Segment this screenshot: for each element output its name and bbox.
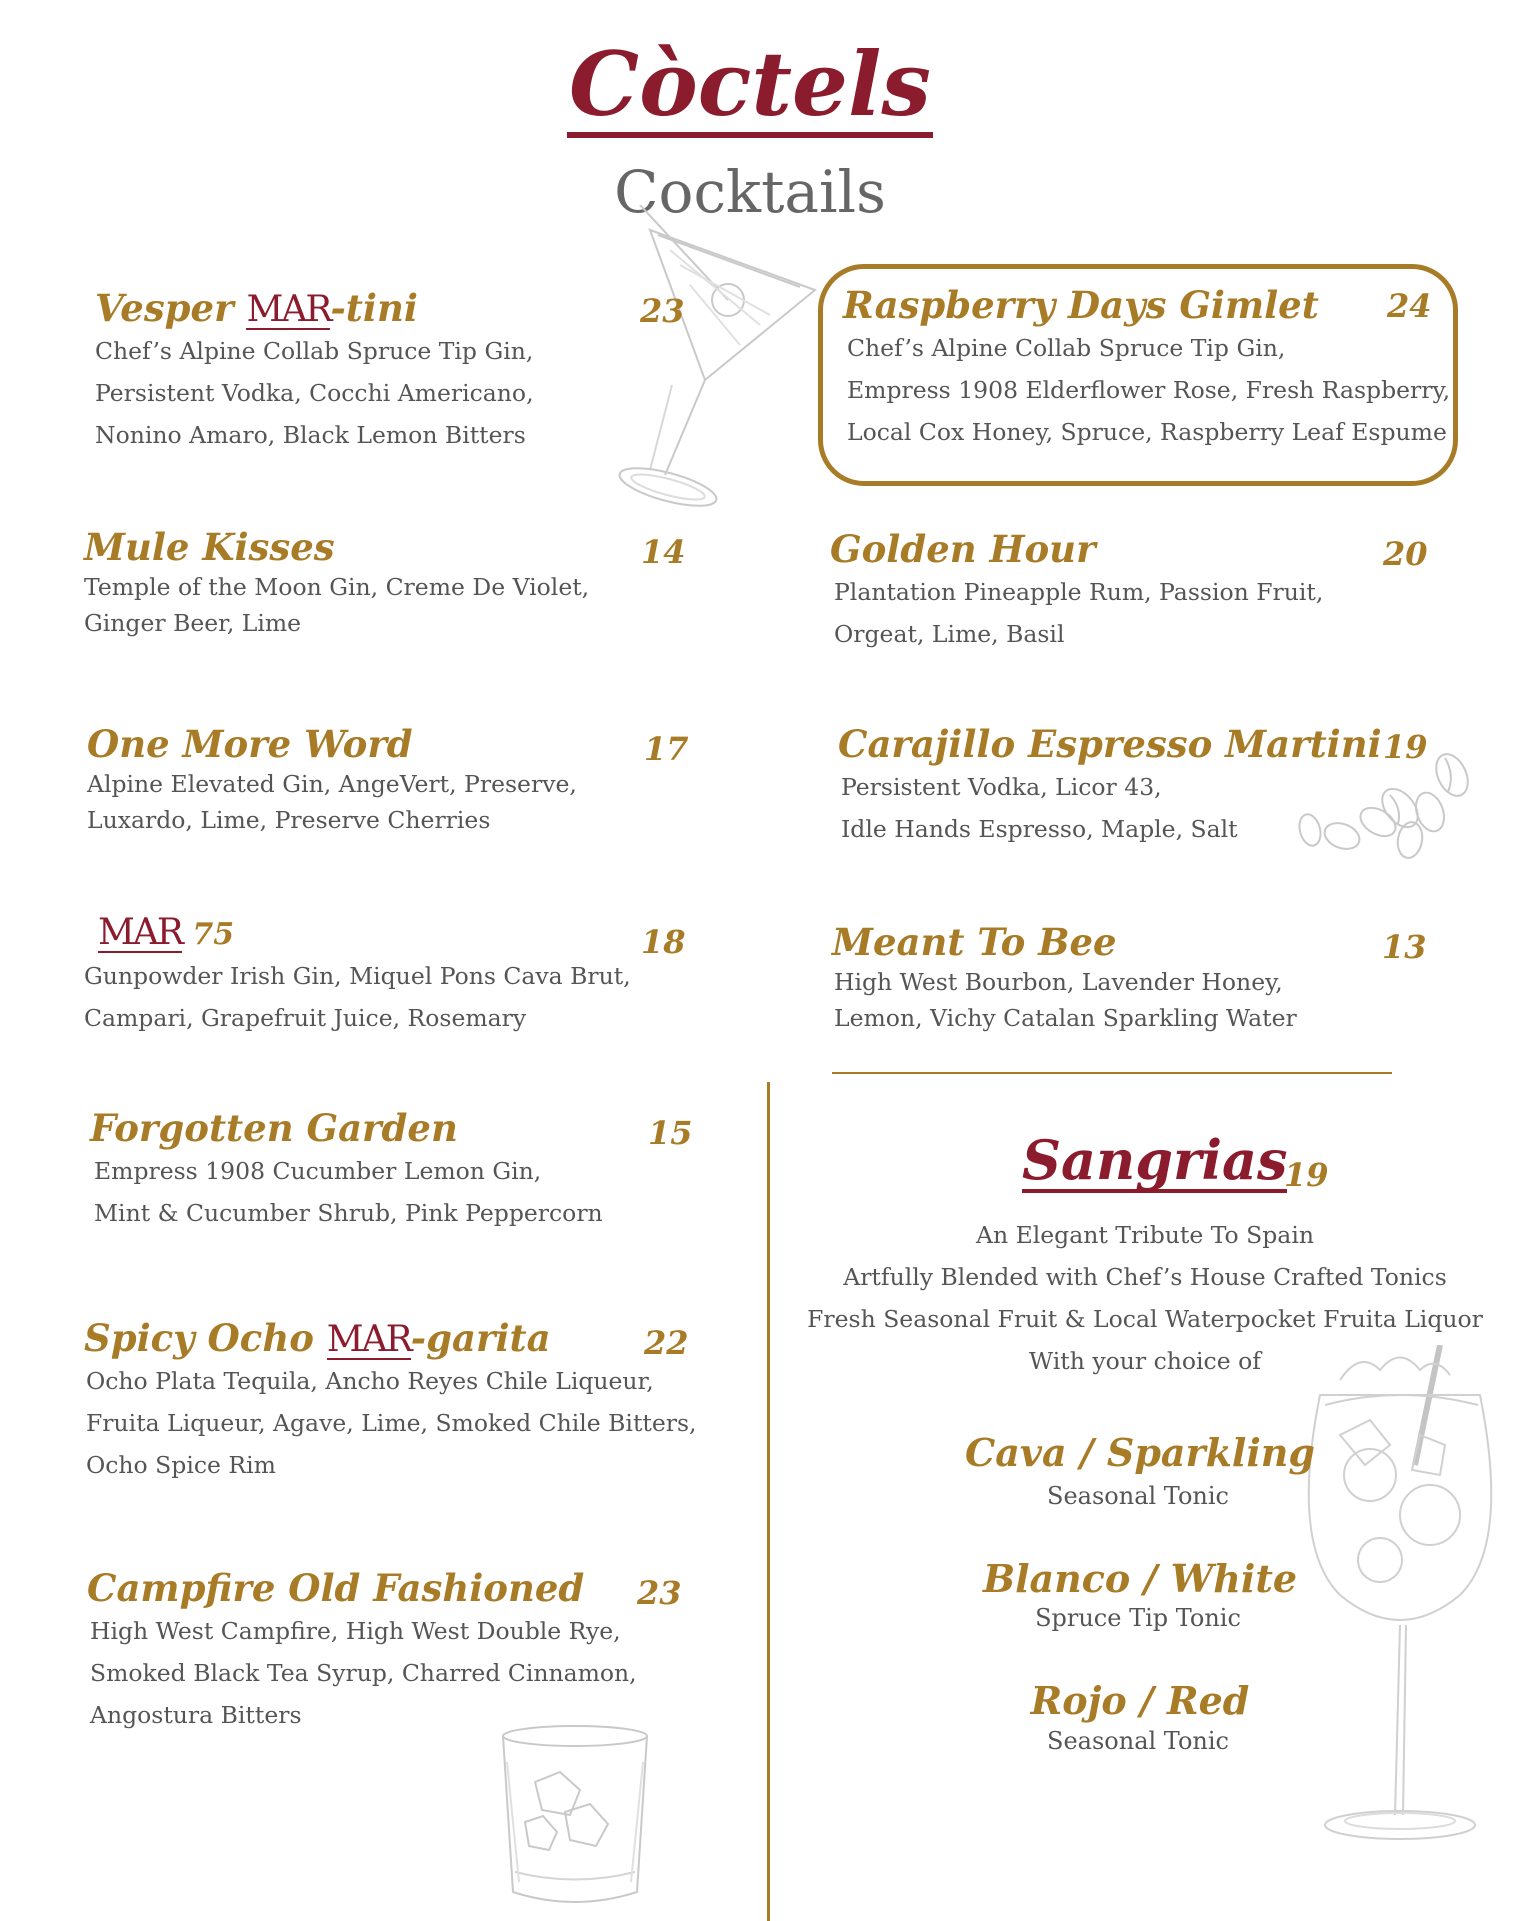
mar-logo: MAR [246, 289, 331, 330]
cocktail-price: 13 [1382, 928, 1427, 966]
sangrias-title: Sangrias [1022, 1128, 1288, 1192]
cocktail-name: Campfire Old Fashioned [87, 1566, 585, 1610]
cocktail-name: MAR 75 [98, 912, 235, 953]
cocktail-desc: Gunpowder Irish Gin, Miquel Pons Cava Brut, Campari, Grapefruit Juice, Rosemary [84, 962, 631, 1032]
cocktail-desc: Alpine Elevated Gin, AngeVert, Preserve, Luxardo, Lime, Preserve Cherries [87, 770, 577, 835]
sangria-option-rojo-tonic: Seasonal Tonic [1047, 1727, 1229, 1755]
cocktail-price: 24 [1387, 287, 1432, 325]
sangria-option-blanco-name: Blanco / White [982, 1556, 1298, 1601]
sangria-option-cava-name: Cava / Sparkling [965, 1430, 1315, 1475]
cocktail-price: 23 [637, 1574, 682, 1612]
sangria-option-blanco-tonic: Spruce Tip Tonic [1035, 1604, 1241, 1632]
cocktail-name: Vesper MAR-tini [95, 286, 418, 330]
sangrias-intro: An Elegant Tribute To Spain Artfully Blended with Chef’s House Crafted Tonics Fresh Seasonal Fruit & Local Waterpocket Fruita Liquor With your choice of [807, 1221, 1483, 1375]
cocktail-desc: Temple of the Moon Gin, Creme De Violet, Ginger Beer, Lime [84, 573, 590, 638]
cocktail-desc: High West Bourbon, Lavender Honey, Lemon, Vichy Catalan Sparkling Water [834, 968, 1297, 1033]
cocktail-name: One More Word [87, 722, 413, 766]
cocktail-name: Carajillo Espresso Martini [838, 722, 1382, 766]
cocktail-mule-kisses [84, 525, 684, 641]
cocktail-price: 14 [641, 533, 686, 571]
cocktail-name: Raspberry Days Gimlet [843, 283, 1319, 327]
menu-title-text: Còctels [569, 32, 931, 136]
cocktail-price: 19 [1383, 728, 1428, 766]
cocktail-name: Forgotten Garden [90, 1106, 458, 1150]
cocktail-price: 22 [644, 1324, 689, 1362]
sangrias-price: 19 [1284, 1156, 1329, 1194]
menu-subtitle: Cocktails [614, 158, 886, 226]
cocktail-golden-hour [830, 527, 1430, 655]
cocktail-price: 17 [644, 730, 689, 768]
cocktail-price: 18 [641, 923, 686, 961]
cocktail-name: Meant To Bee [832, 920, 1117, 964]
rocks-glass-sketch-icon [495, 1722, 655, 1912]
cocktail-desc: Persistent Vodka, Licor 43, Idle Hands Espresso, Maple, Salt [841, 773, 1238, 844]
cocktail-meant-to-bee [832, 920, 1432, 1036]
section-divider-horizontal [832, 1072, 1392, 1074]
cocktail-spicy-ocho-margarita [84, 1316, 704, 1486]
cocktail-desc: Ocho Plata Tequila, Ancho Reyes Chile Liqueur, Fruita Liqueur, Agave, Lime, Smoked Chile Bitters, Ocho Spice Rim [86, 1367, 697, 1480]
cocktail-campfire-old-fashioned [87, 1566, 707, 1736]
menu-title [0, 32, 1500, 138]
sangria-option-cava-tonic: Seasonal Tonic [1047, 1482, 1229, 1510]
cocktail-desc: High West Campfire, High West Double Rye, Smoked Black Tea Syrup, Charred Cinnamon, Angostura Bitters [90, 1617, 637, 1730]
mar-logo: MAR [326, 1319, 411, 1360]
section-divider-vertical [767, 1082, 770, 1921]
cocktail-price: 15 [648, 1114, 693, 1152]
cocktail-vesper [95, 286, 685, 456]
cocktail-desc: Empress 1908 Cucumber Lemon Gin, Mint & Cucumber Shrub, Pink Peppercorn [94, 1157, 603, 1228]
cocktail-mar-75 [84, 912, 698, 1039]
cocktail-forgotten-garden [90, 1106, 693, 1234]
cocktail-raspberry-days-gimlet [843, 283, 1451, 453]
mar-logo: MAR [98, 912, 182, 953]
sangria-option-rojo-name: Rojo / Red [1030, 1678, 1250, 1723]
cocktail-price: 20 [1383, 535, 1428, 573]
cocktail-name: Mule Kisses [84, 525, 335, 569]
cocktail-name: Spicy Ocho MAR-garita [84, 1316, 551, 1360]
coffee-beans-sketch-icon [1290, 740, 1480, 860]
cocktail-one-more-word [87, 722, 687, 838]
cocktail-price: 23 [640, 292, 685, 330]
cocktail-name: Golden Hour [830, 527, 1096, 571]
cocktail-desc: Plantation Pineapple Rum, Passion Fruit, Orgeat, Lime, Basil [834, 578, 1324, 649]
cocktail-desc: Chef’s Alpine Collab Spruce Tip Gin, Empress 1908 Elderflower Rose, Fresh Raspberry, Local Cox Honey, Spruce, Raspberry Leaf Espume [847, 334, 1451, 447]
cocktail-desc: Chef’s Alpine Collab Spruce Tip Gin, Persistent Vodka, Cocchi Americano, Nonino Amaro, Black Lemon Bitters [95, 337, 534, 450]
